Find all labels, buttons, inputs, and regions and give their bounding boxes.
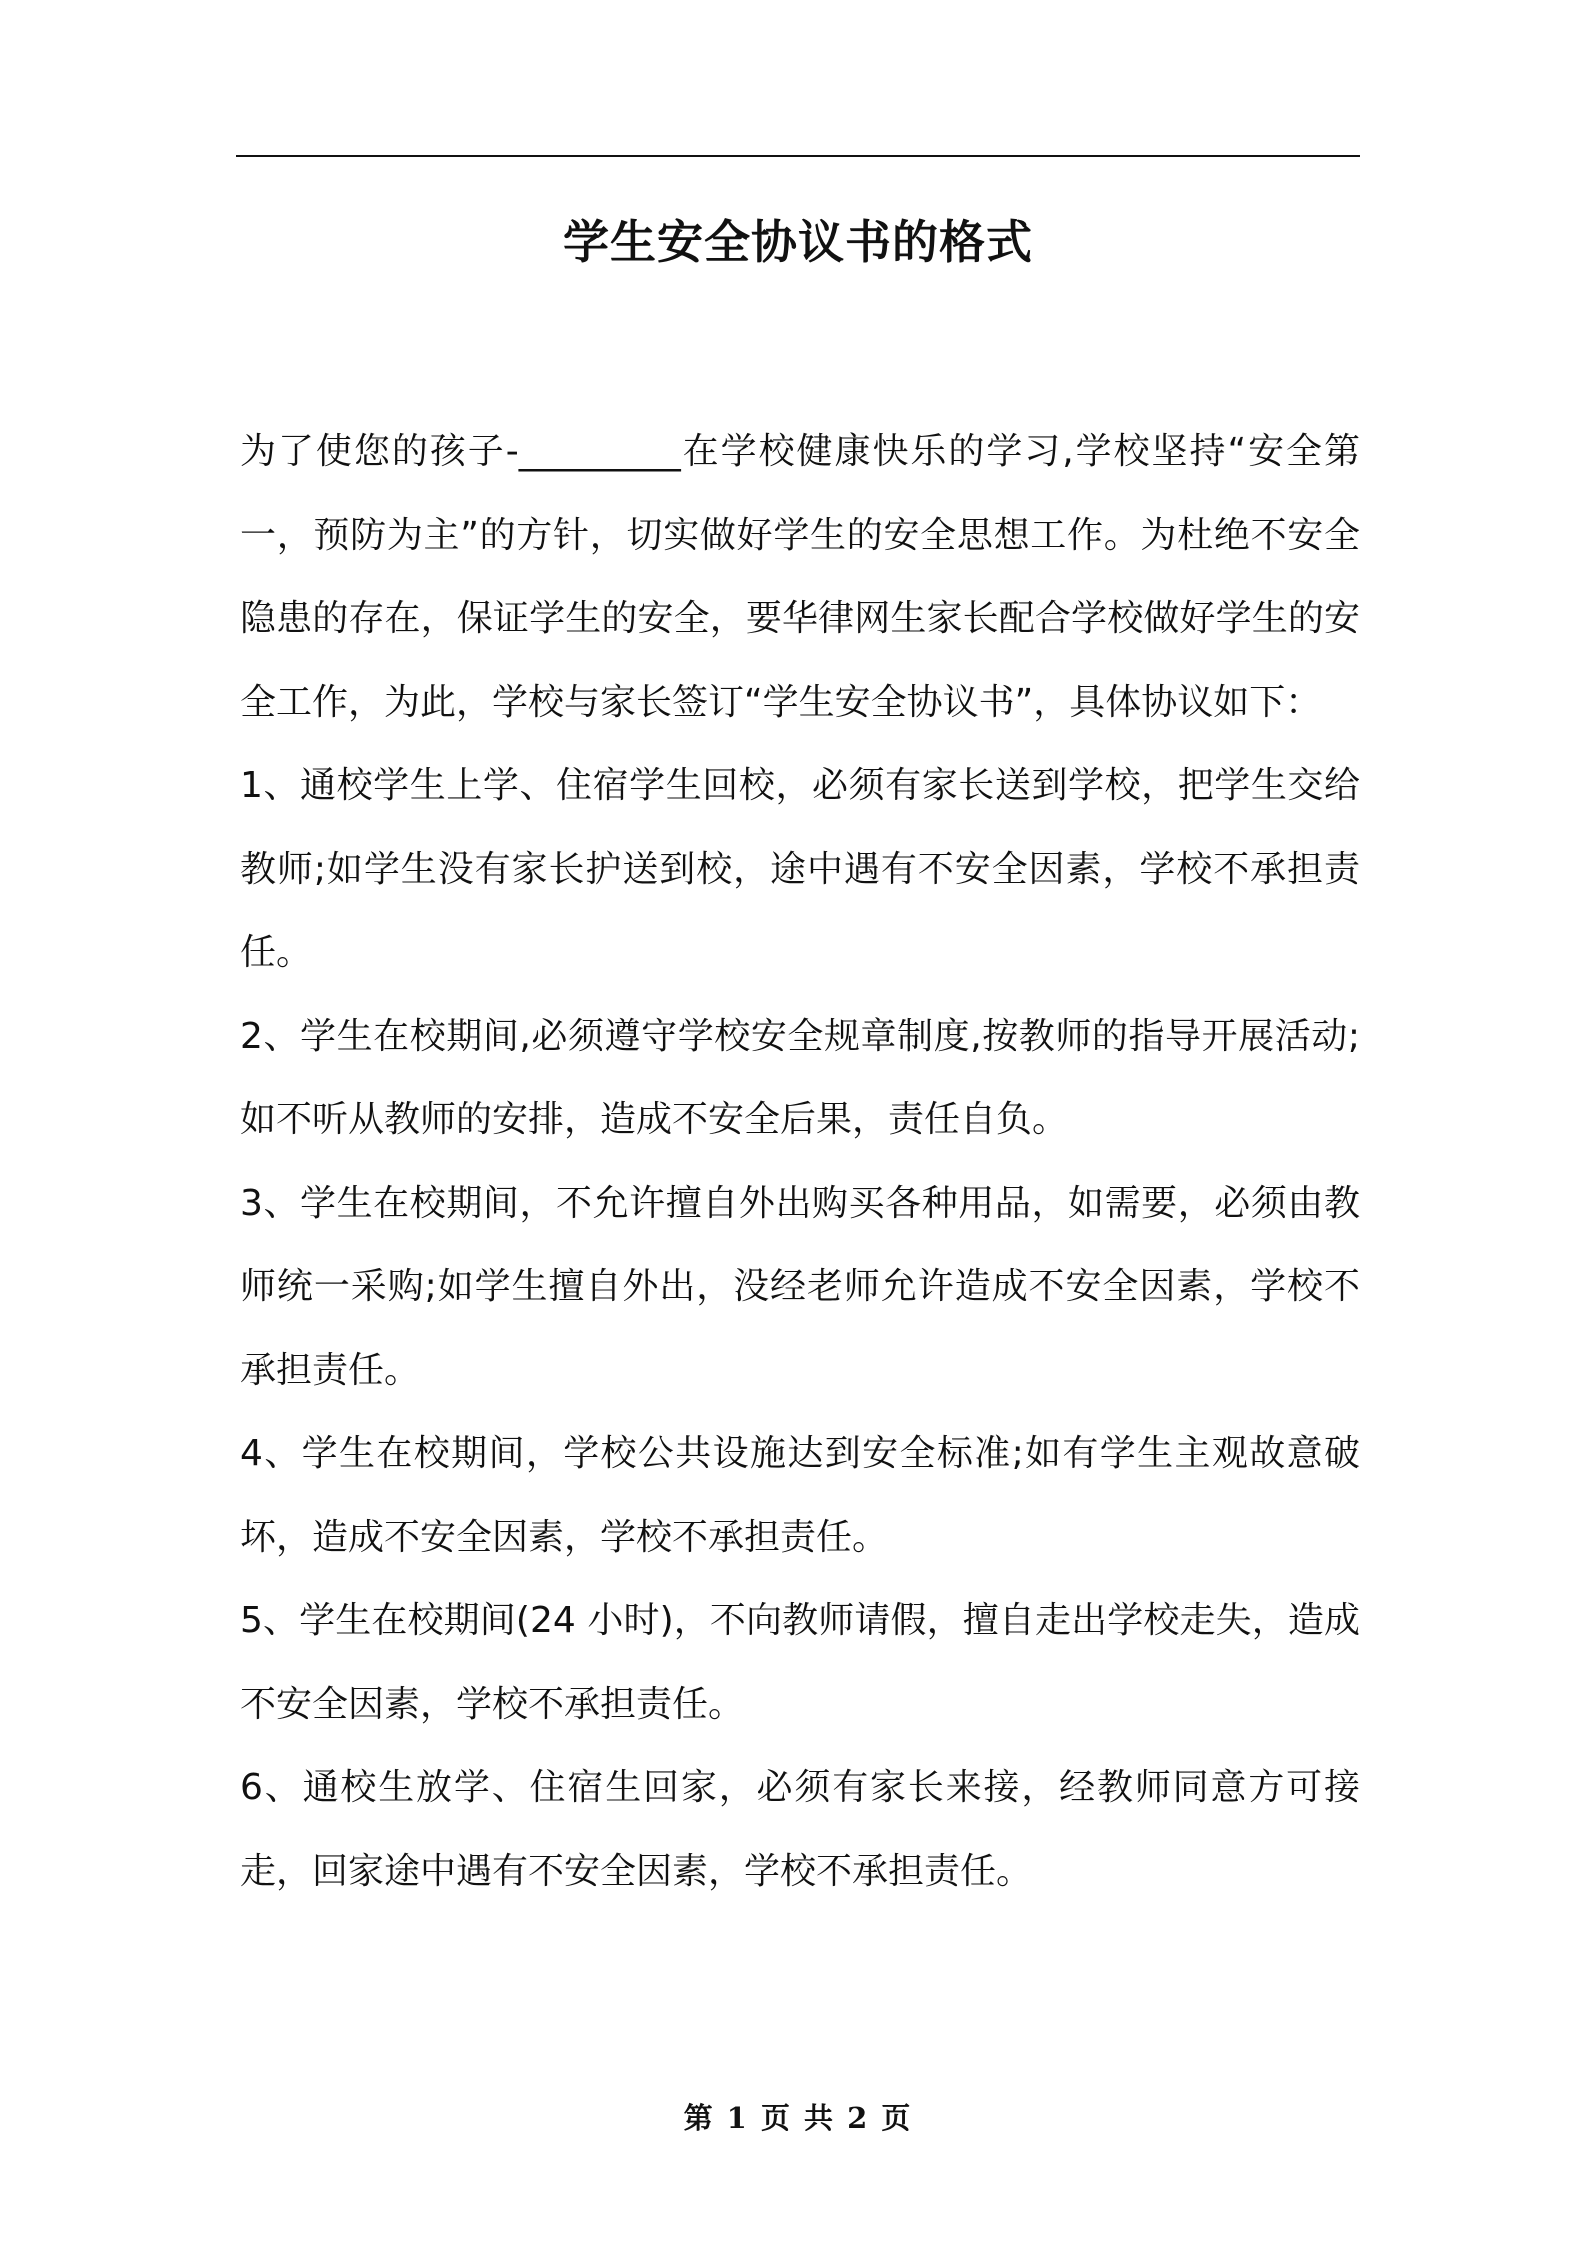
clause-3: 3、学生在校期间，不允许擅自外出购买各种用品，如需要，必须由教师统一采购;如学生擅自外出，没经老师允许造成不安全因素，学校不承担责任。: [240, 1182, 1360, 1391]
clause-6: 6、通校生放学、住宿生回家，必须有家长来接，经教师同意方可接走，回家途中遇有不安全因素，学校不承担责任。: [240, 1767, 1360, 1892]
page-number-footer: 第 1 页 共 2 页: [683, 2101, 913, 2135]
clause-2: 2、学生在校期间,必须遵守学校安全规章制度,按教师的指导开展活动;如不听从教师的安排，造成不安全后果，责任自负。: [240, 1015, 1360, 1140]
document-title: 学生安全协议书的格式: [563, 215, 1033, 269]
header-divider: [236, 155, 1360, 157]
clause-1: 1、通校学生上学、住宿学生回校，必须有家长送到学校，把学生交给教师;如学生没有家长护送到校，途中遇有不安全因素，学校不承担责任。: [240, 765, 1360, 973]
document-body: [240, 410, 1360, 1913]
intro-paragraph: 为了使您的孩子-_________在学校健康快乐的学习,学校坚持“安全第一，预防为主”的方针，切实做好学生的安全思想工作。为杜绝不安全隐患的存在，保证学生的安全，要华律网生家长配合学校做好学生的安全工作，为此，学校与家长签订“学生安全协议书”，具体协议如下：: [240, 431, 1360, 723]
clause-4: 4、学生在校期间，学校公共设施达到安全标准;如有学生主观故意破坏，造成不安全因素，学校不承担责任。: [240, 1433, 1360, 1558]
clause-5: 5、学生在校期间(24 小时)，不向教师请假，擅自走出学校走失，造成不安全因素，学校不承担责任。: [240, 1600, 1360, 1725]
